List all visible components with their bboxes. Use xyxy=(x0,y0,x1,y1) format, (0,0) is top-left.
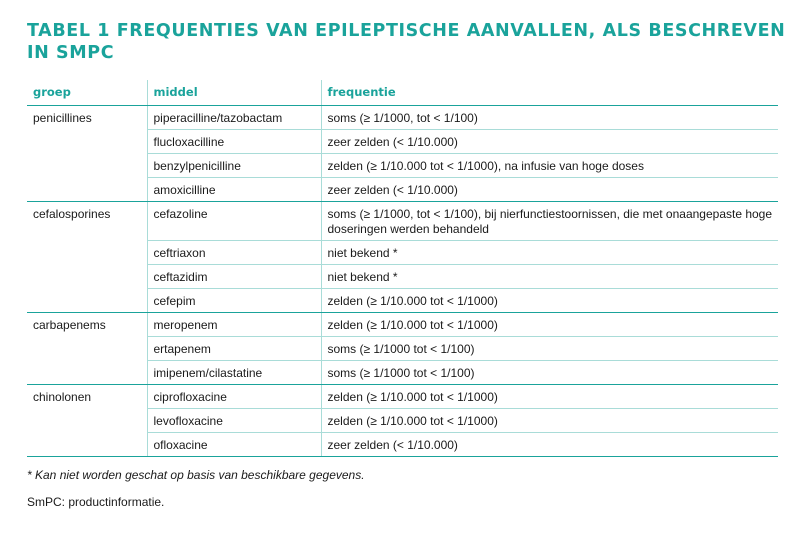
footnote: * Kan niet worden geschat op basis van beschikbare gegevens. xyxy=(27,468,365,482)
frequentie-cell: zelden (≥ 1/10.000 tot < 1/1000) xyxy=(321,408,778,432)
middel-cell: benzylpenicilline xyxy=(147,153,321,177)
table-header-row xyxy=(27,80,778,105)
table-row xyxy=(27,105,778,129)
table-row xyxy=(27,312,778,336)
middel-cell: piperacilline/tazobactam xyxy=(147,105,321,129)
abbreviation-note: SmPC: productinformatie. xyxy=(27,495,165,509)
frequentie-cell: zelden (≥ 1/10.000 tot < 1/1000) xyxy=(321,288,778,312)
frequency-table xyxy=(27,80,778,457)
table-row xyxy=(27,201,778,240)
frequentie-cell: niet bekend * xyxy=(321,240,778,264)
group-cell: cefalosporines xyxy=(27,201,147,312)
header-middel: middel xyxy=(147,80,321,105)
frequentie-cell: zeer zelden (< 1/10.000) xyxy=(321,177,778,201)
frequentie-cell: zeer zelden (< 1/10.000) xyxy=(321,129,778,153)
middel-cell: cefepim xyxy=(147,288,321,312)
group-cell: carbapenems xyxy=(27,312,147,384)
frequentie-cell: zelden (≥ 1/10.000 tot < 1/1000) xyxy=(321,312,778,336)
frequentie-cell: niet bekend * xyxy=(321,264,778,288)
frequentie-cell: soms (≥ 1/1000 tot < 1/100) xyxy=(321,360,778,384)
middel-cell: ofloxacine xyxy=(147,432,321,456)
middel-cell: ertapenem xyxy=(147,336,321,360)
frequentie-cell: zeer zelden (< 1/10.000) xyxy=(321,432,778,456)
frequentie-cell: soms (≥ 1/1000 tot < 1/100) xyxy=(321,336,778,360)
middel-cell: levofloxacine xyxy=(147,408,321,432)
middel-cell: cefazoline xyxy=(147,201,321,240)
header-groep: groep xyxy=(27,80,147,105)
table-row xyxy=(27,384,778,408)
middel-cell: flucloxacilline xyxy=(147,129,321,153)
frequentie-cell: zelden (≥ 1/10.000 tot < 1/1000), na infusie van hoge doses xyxy=(321,153,778,177)
frequentie-cell: soms (≥ 1/1000, tot < 1/100) xyxy=(321,105,778,129)
middel-cell: imipenem/cilastatine xyxy=(147,360,321,384)
middel-cell: ceftazidim xyxy=(147,264,321,288)
frequentie-cell: soms (≥ 1/1000, tot < 1/100), bij nierfunctiestoornissen, die met onaangepaste hoge doseringen werden behandeld xyxy=(321,201,778,240)
table-title: TABEL 1 FREQUENTIES VAN EPILEPTISCHE AANVALLEN, ALS BESCHREVEN IN SMPC xyxy=(27,21,786,63)
header-frequentie: frequentie xyxy=(321,80,778,105)
middel-cell: ceftriaxon xyxy=(147,240,321,264)
middel-cell: meropenem xyxy=(147,312,321,336)
group-cell: chinolonen xyxy=(27,384,147,456)
frequentie-cell: zelden (≥ 1/10.000 tot < 1/1000) xyxy=(321,384,778,408)
group-cell: penicillines xyxy=(27,105,147,201)
middel-cell: amoxicilline xyxy=(147,177,321,201)
middel-cell: ciprofloxacine xyxy=(147,384,321,408)
